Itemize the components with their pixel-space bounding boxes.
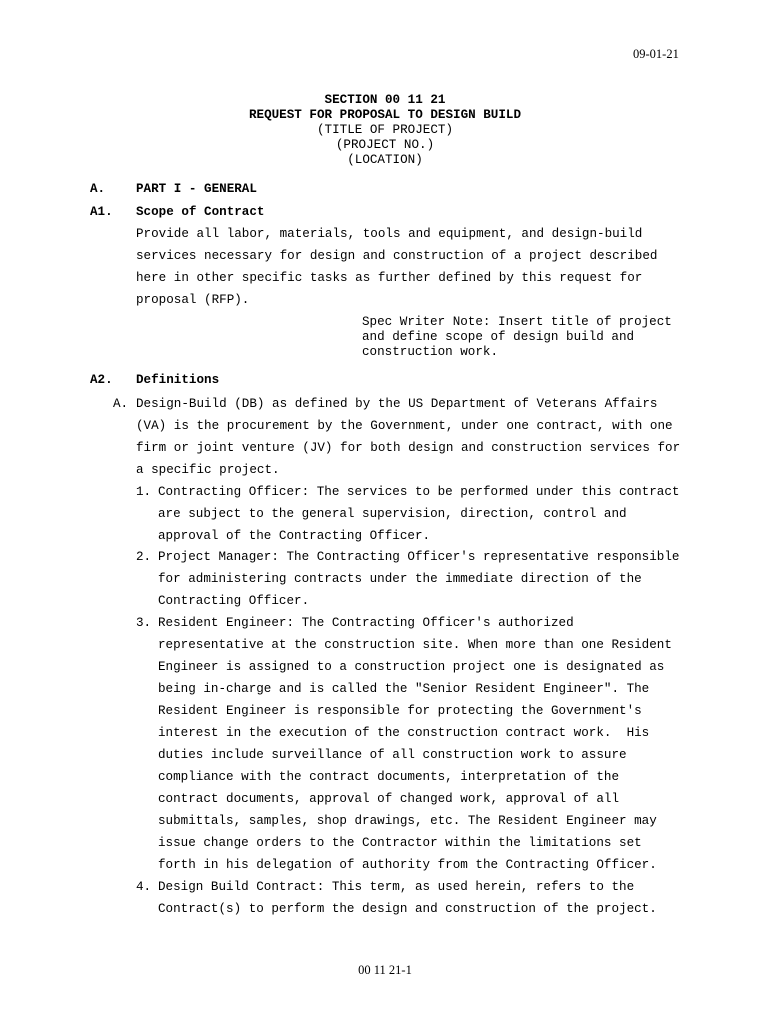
paragraph-line: approval of the Contracting Officer. xyxy=(158,529,431,543)
note-line: and define scope of design build and xyxy=(362,330,635,344)
paragraph-line: proposal (RFP). xyxy=(136,293,250,307)
paragraph-line: representative at the construction site. When more than one Resident xyxy=(158,638,672,652)
paragraph-line: submittals, samples, shop drawings, etc. The Resident Engineer may xyxy=(158,814,657,828)
paragraph-line: issue change orders to the Contractor within the limitations set xyxy=(158,836,642,850)
a1-number: A1. xyxy=(90,205,113,219)
a2-title: Definitions xyxy=(136,373,220,387)
document-heading: REQUEST FOR PROPOSAL TO DESIGN BUILD xyxy=(248,108,522,122)
part-a-title: PART I - GENERAL xyxy=(136,182,257,196)
paragraph-line: a specific project. xyxy=(136,463,280,477)
item-label: 3. xyxy=(136,616,152,630)
paragraph-line: being in-charge and is called the "Senior Resident Engineer". The xyxy=(158,682,650,696)
paragraph-line: Provide all labor, materials, tools and equipment, and design-build xyxy=(136,227,643,241)
paragraph-line: are subject to the general supervision, direction, control and xyxy=(158,507,627,521)
paragraph-line: compliance with the contract documents, interpretation of the xyxy=(158,770,620,784)
paragraph-line: forth in his delegation of authority from the Contracting Officer. xyxy=(158,858,657,872)
paragraph-line: (VA) is the procurement by the Government, under one contract, with one xyxy=(136,419,673,433)
project-number-placeholder: (PROJECT NO.) xyxy=(335,138,435,152)
item-label: 1. xyxy=(136,485,152,499)
a1-title: Scope of Contract xyxy=(136,205,265,219)
paragraph-line: here in other specific tasks as further defined by this request for xyxy=(136,271,643,285)
header-date: 09-01-21 xyxy=(633,47,679,61)
paragraph-line: Contract(s) to perform the design and construction of the project. xyxy=(158,902,657,916)
paragraph-line: Resident Engineer: The Contracting Officer's authorized xyxy=(158,616,574,630)
paragraph-line: Design-Build (DB) as defined by the US Department of Veterans Affairs xyxy=(136,397,658,411)
part-a-number: A. xyxy=(90,182,106,196)
page-number: 00 11 21-1 xyxy=(358,963,412,977)
note-line: construction work. xyxy=(362,345,499,359)
paragraph-line: Engineer is assigned to a construction project one is designated as xyxy=(158,660,665,674)
section-number: SECTION 00 11 21 xyxy=(324,93,446,107)
item-label: 2. xyxy=(136,550,152,564)
location-placeholder: (LOCATION) xyxy=(347,153,423,167)
paragraph-line: Contracting Officer. xyxy=(158,594,310,608)
project-title-placeholder: (TITLE OF PROJECT) xyxy=(316,123,454,137)
item-label: 4. xyxy=(136,880,152,894)
note-line: Spec Writer Note: Insert title of project xyxy=(362,315,672,329)
paragraph-line: Resident Engineer is responsible for protecting the Government's xyxy=(158,704,642,718)
a2-number: A2. xyxy=(90,373,113,387)
paragraph-line: contract documents, approval of changed work, approval of all xyxy=(158,792,620,806)
paragraph-line: firm or joint venture (JV) for both design and construction services for xyxy=(136,441,681,455)
paragraph-line: services necessary for design and construction of a project described xyxy=(136,249,658,263)
paragraph-line: duties include surveillance of all construction work to assure xyxy=(158,748,627,762)
paragraph-line: interest in the execution of the construction contract work. His xyxy=(158,726,650,740)
paragraph-line: for administering contracts under the immediate direction of the xyxy=(158,572,642,586)
paragraph-line: Design Build Contract: This term, as used herein, refers to the xyxy=(158,880,635,894)
item-label: A. xyxy=(113,397,129,411)
paragraph-line: Contracting Officer: The services to be performed under this contract xyxy=(158,485,680,499)
paragraph-line: Project Manager: The Contracting Officer's representative responsible xyxy=(158,550,680,564)
